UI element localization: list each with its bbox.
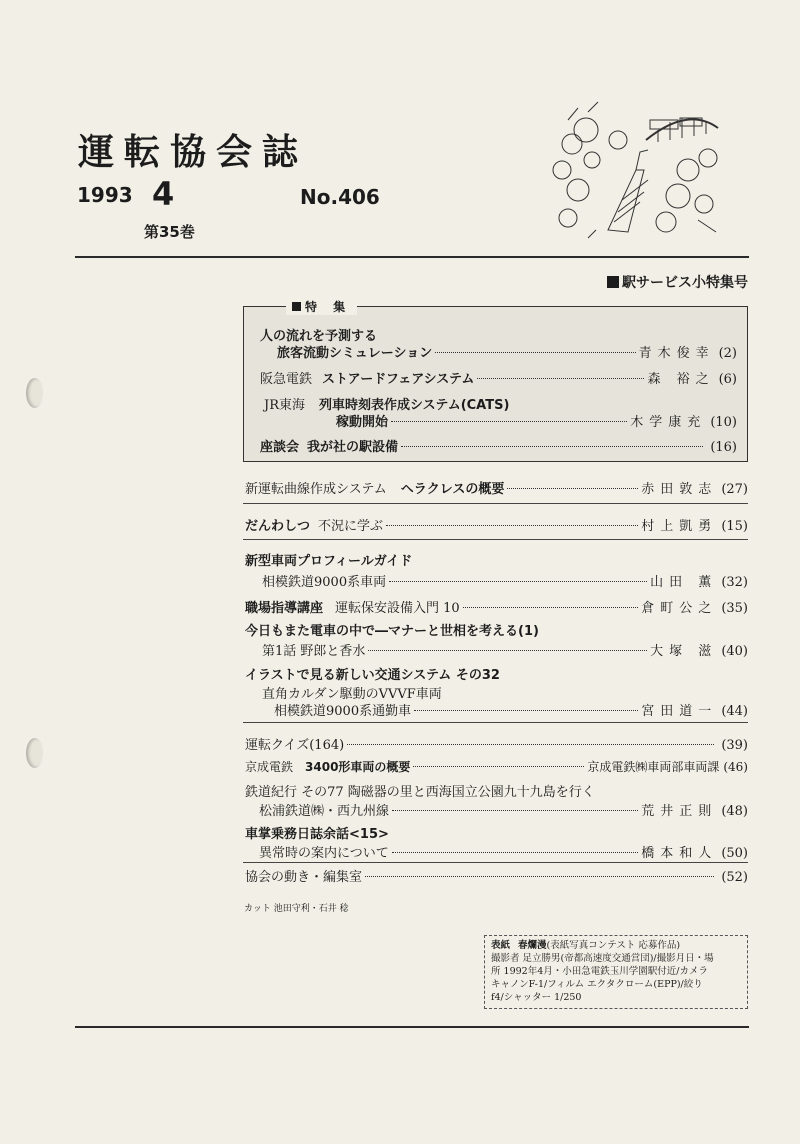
toc-entry-sotetsu-commuter: 相模鉄道9000系通勤車 宮田道一 (44)	[274, 704, 748, 719]
cut-credit: カット 池田守利・石井 稔	[244, 904, 349, 914]
header-rule	[75, 256, 749, 258]
magazine-title: 運転協会誌	[78, 132, 309, 173]
footer-rule	[75, 1026, 749, 1028]
toc-divider	[243, 722, 748, 723]
feature-label: 特 集	[286, 298, 357, 315]
toc-divider	[243, 539, 748, 540]
cover-credit-box: 表紙 春爛漫(表紙写真コンテスト 応募作品) 撮影者 足立勝男(帝都高速度交通営団)/撮影月日・場 所 1992年4月・小田急電鉄玉川学園駅付近/カメラ キャノンF-1/フィルム エクタクローム(EPP)/絞り f4/シャッター 1/250	[484, 935, 748, 1009]
binder-hole-bottom	[26, 738, 44, 768]
feature-1-entry: 旅客流動シミュレーション 青木俊幸 (2)	[277, 346, 737, 361]
feature-3-entry: 稼動開始 木学康充 (10)	[336, 415, 737, 430]
toc-heading-kikou: 鉄道紀行 その77 陶磁器の里と西海国立公園九十九島を行く	[245, 785, 595, 800]
toc-heading-shasho: 車掌乗務日誌余話<15>	[245, 827, 389, 842]
toc-divider	[243, 503, 748, 504]
issue-month: 4	[152, 175, 175, 213]
feature-1-line1: 人の流れを予測する	[260, 329, 378, 344]
toc-entry-ijouji: 異常時の案内について 橋本和人 (50)	[259, 846, 748, 861]
binder-hole-top	[26, 378, 44, 408]
toc-entry-sotetsu-9000: 相模鉄道9000系車両 山田 薫 (32)	[262, 575, 748, 590]
issue-year: 1993	[77, 183, 133, 207]
toc-divider	[243, 862, 748, 863]
feature-2-entry: 阪急電鉄 ストアードフェアシステム 森 裕之 (6)	[260, 372, 737, 387]
toc-entry-herakles: 新運転曲線作成システム ヘラクレスの概要 赤田敦志 (27)	[245, 482, 748, 497]
toc-heading-profile: 新型車両プロフィールガイド	[245, 554, 413, 569]
toc-entry-shokuba: 職場指導講座 運転保安設備入門 10 倉町公之 (35)	[245, 601, 748, 616]
feature-4-entry: 座談会 我が社の駅設備 (16)	[260, 440, 737, 455]
volume-number: 第35巻	[144, 223, 195, 241]
issue-number: No.406	[300, 185, 380, 209]
toc-heading-illust: イラストで見る新しい交通システム その32	[245, 668, 500, 683]
feature-3-line1: JR東海 列車時刻表作成システム(CATS)	[264, 398, 510, 413]
cover-sketch-illustration	[548, 100, 728, 240]
toc-heading-manner: 今日もまた電車の中で―マナーと世相を考える(1)	[245, 624, 539, 639]
toc-entry-matsuura: 松浦鉄道㈱・西九州線 荒井正則 (48)	[259, 804, 748, 819]
toc-entry-quiz: 運転クイズ(164) (39)	[245, 738, 748, 753]
toc-entry-manner-1: 第1話 野郎と香水 大塚 滋 (40)	[262, 644, 748, 659]
special-issue-banner: 駅サービス小特集号	[607, 272, 748, 292]
toc-entry-kyoukai: 協会の動き・編集室 (52)	[245, 870, 748, 885]
toc-entry-keisei: 京成電鉄 3400形車両の概要 京成電鉄㈱車両部車両課 (46)	[245, 760, 748, 774]
toc-line-vvvf: 直角カルダン駆動のVVVF車両	[262, 687, 442, 702]
toc-entry-danwashitsu: だんわしつ 不況に学ぶ 村上凱勇 (15)	[245, 519, 748, 534]
